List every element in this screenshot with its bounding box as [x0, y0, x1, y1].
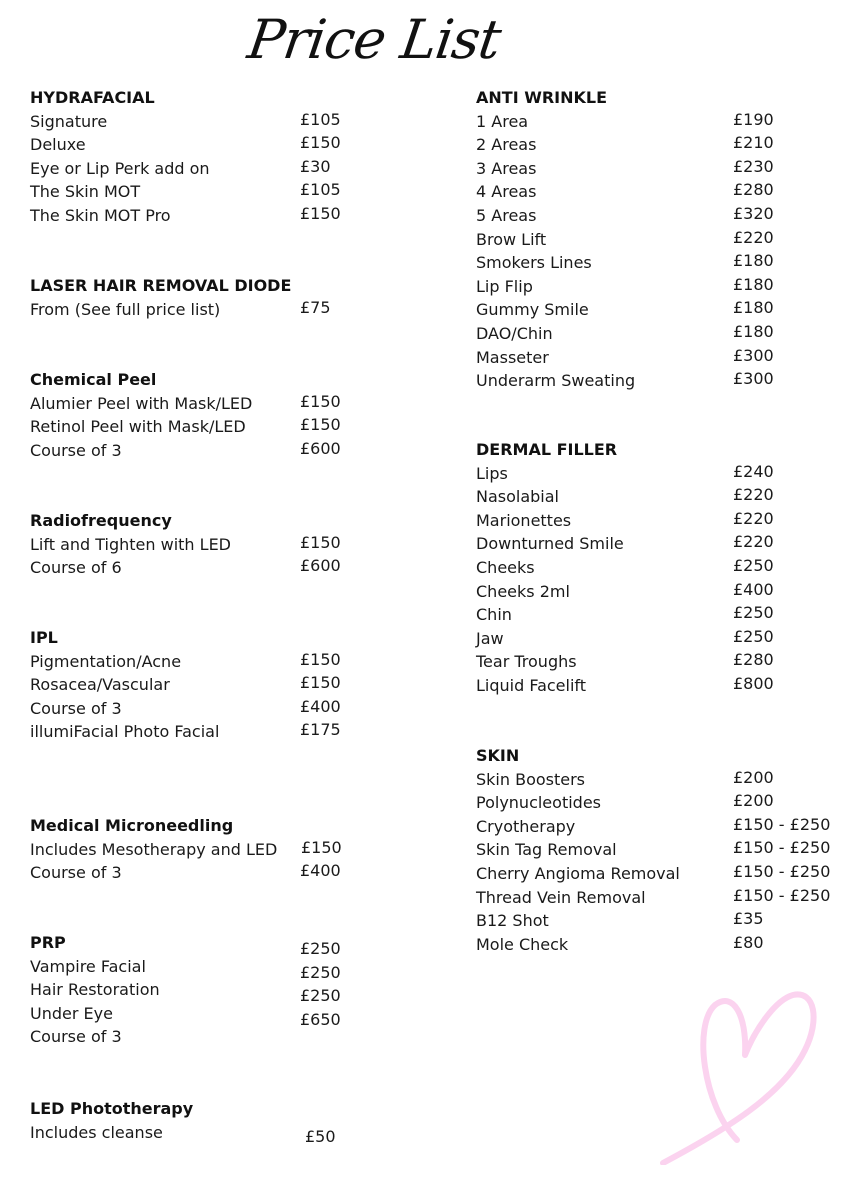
item-price: £150: [300, 133, 341, 153]
item-name: Rosacea/Vascular: [30, 675, 170, 695]
section-laser-hair-removal: [30, 274, 360, 321]
item-name: Brow Lift: [476, 229, 547, 249]
item-name: Cherry Angioma Removal: [476, 863, 680, 883]
item-price: £80: [733, 932, 764, 952]
list-item: [476, 346, 836, 370]
list-item: [476, 228, 836, 252]
list-item: [476, 815, 836, 839]
item-name: 4 Areas: [476, 182, 537, 202]
item-price: £250: [300, 986, 341, 1006]
list-item: [476, 791, 836, 815]
item-name: The Skin MOT Pro: [30, 205, 171, 225]
item-name: Course of 3: [30, 1027, 122, 1047]
section-heading: Chemical Peel: [30, 370, 157, 389]
list-item: [30, 720, 360, 744]
item-price: £400: [733, 579, 774, 599]
item-name: Skin Tag Removal: [476, 840, 617, 860]
item-price: £250: [300, 962, 341, 982]
item-name: Polynucleotides: [476, 793, 601, 813]
item-price: £300: [733, 369, 774, 389]
item-price: £220: [733, 508, 774, 528]
section-hydrafacial: [30, 86, 360, 228]
item-name: Course of 3: [30, 440, 122, 460]
list-item: [476, 862, 836, 886]
section-radiofrequency: [30, 509, 360, 580]
item-name: Course of 3: [30, 698, 122, 718]
item-price: £600: [300, 438, 341, 458]
item-price: £150 - £250: [733, 885, 831, 905]
item-price: £180: [733, 274, 774, 294]
section-heading: SKIN: [476, 746, 520, 765]
item-name: Eye or Lip Perk add on: [30, 158, 210, 178]
list-item: [476, 909, 836, 933]
item-price: £105: [300, 180, 341, 200]
list-item: [476, 556, 836, 580]
list-item: [30, 133, 360, 157]
item-name: B12 Shot: [476, 911, 549, 931]
item-price: £150: [300, 203, 341, 223]
section-heading: Radiofrequency: [30, 511, 172, 530]
list-item: [30, 415, 360, 439]
item-price: £200: [733, 791, 774, 811]
item-price: £30: [300, 156, 331, 176]
item-price: £210: [733, 133, 774, 153]
section-heading: LED Phototherapy: [30, 1099, 194, 1118]
list-item: [30, 556, 360, 580]
list-item: [476, 275, 836, 299]
list-item: [30, 180, 360, 204]
item-price: £220: [733, 532, 774, 552]
list-item: [476, 509, 836, 533]
section-medical-microneedling: [30, 814, 360, 885]
item-name: Includes cleanse: [30, 1122, 163, 1142]
item-price: £35: [733, 909, 764, 929]
item-price: £230: [733, 156, 774, 176]
item-name: 2 Areas: [476, 135, 537, 155]
item-name: Cryotherapy: [476, 816, 576, 836]
item-price: £150: [300, 673, 341, 693]
item-name: Gummy Smile: [476, 300, 589, 320]
list-item: [30, 1121, 360, 1145]
item-name: Course of 3: [30, 863, 122, 883]
item-name: Underarm Sweating: [476, 371, 636, 391]
item-name: illumiFacial Photo Facial: [30, 722, 220, 742]
item-price: £400: [300, 861, 341, 881]
list-item: [30, 298, 360, 322]
item-name: Lips: [476, 463, 508, 483]
item-name: Marionettes: [476, 510, 572, 530]
list-item: [476, 532, 836, 556]
item-name: Signature: [30, 111, 108, 131]
list-item: [30, 673, 360, 697]
item-price: £800: [733, 673, 774, 693]
item-price: £190: [733, 109, 774, 129]
section-heading: HYDRAFACIAL: [30, 88, 155, 107]
section-heading: PRP: [30, 933, 66, 952]
item-name: Alumier Peel with Mask/LED: [30, 393, 253, 413]
section-skin: [476, 744, 836, 956]
item-price: £105: [300, 109, 341, 129]
item-price: £220: [733, 485, 774, 505]
item-name: Liquid Facelift: [476, 675, 587, 695]
item-name: From (See full price list): [30, 299, 221, 319]
list-item: [476, 768, 836, 792]
item-price: £400: [300, 696, 341, 716]
item-name: Mole Check: [476, 934, 569, 954]
item-name: Lift and Tighten with LED: [30, 534, 231, 554]
list-item: [30, 110, 360, 134]
item-price: £320: [733, 203, 774, 223]
section-dermal-filler: [476, 438, 836, 698]
item-price: £250: [300, 939, 341, 958]
item-name: Thread Vein Removal: [476, 887, 646, 907]
item-price: £600: [300, 556, 341, 576]
item-price: £150: [300, 415, 341, 435]
list-item: [476, 838, 836, 862]
item-price: £240: [733, 461, 774, 481]
item-name: Tear Troughs: [476, 652, 577, 672]
item-price: £200: [733, 767, 774, 787]
list-item: [476, 580, 836, 604]
list-item: [30, 861, 360, 885]
list-item: [476, 157, 836, 181]
item-name: Deluxe: [30, 135, 86, 155]
list-item: [476, 485, 836, 509]
item-name: Course of 6: [30, 558, 122, 578]
item-name: Downturned Smile: [476, 534, 624, 554]
list-item: [476, 933, 836, 957]
list-item: [476, 603, 836, 627]
item-name: Nasolabial: [476, 487, 559, 507]
item-price: £150: [300, 532, 341, 552]
list-item: [476, 674, 836, 698]
item-name: Hair Restoration: [30, 980, 160, 1000]
item-name: Skin Boosters: [476, 769, 586, 789]
item-price: £250: [733, 555, 774, 575]
list-item: [476, 251, 836, 275]
list-item: [476, 369, 836, 393]
item-price: £150 - £250: [733, 814, 831, 834]
section-heading: Medical Microneedling: [30, 816, 234, 835]
item-name: Under Eye: [30, 1003, 113, 1023]
list-item: [476, 204, 836, 228]
list-item: [30, 157, 360, 181]
list-item: [476, 462, 836, 486]
list-item: [30, 392, 360, 416]
list-item: [30, 439, 360, 463]
item-price: £150: [300, 391, 341, 411]
item-name: The Skin MOT: [30, 182, 141, 202]
list-item: [476, 650, 836, 674]
list-item: [30, 533, 360, 557]
item-price: £150: [300, 649, 341, 669]
item-name: Cheeks: [476, 557, 535, 577]
heart-icon: [655, 985, 825, 1165]
section-anti-wrinkle: [476, 86, 836, 393]
item-price: £175: [300, 720, 341, 740]
section-chemical-peel: [30, 368, 360, 462]
item-name: Includes Mesotherapy and LED: [30, 839, 278, 859]
item-price: £150: [301, 837, 342, 857]
item-price: £220: [733, 227, 774, 247]
item-name: Jaw: [476, 628, 504, 648]
item-name: 3 Areas: [476, 158, 537, 178]
item-name: Smokers Lines: [476, 253, 592, 273]
item-price: £50: [305, 1126, 336, 1146]
item-name: DAO/Chin: [476, 323, 553, 343]
item-price: £180: [733, 298, 774, 318]
item-price: £75: [300, 297, 331, 317]
item-price: £650: [300, 1009, 341, 1029]
item-name: Masseter: [476, 347, 549, 367]
section-heading: DERMAL FILLER: [476, 440, 618, 459]
section-heading: LASER HAIR REMOVAL DIODE: [30, 276, 292, 295]
item-name: 5 Areas: [476, 205, 537, 225]
list-item: [476, 627, 836, 651]
item-price: £180: [733, 321, 774, 341]
item-price: £150 - £250: [733, 838, 831, 858]
list-item: [476, 110, 836, 134]
item-name: Chin: [476, 605, 512, 625]
list-item: [476, 133, 836, 157]
page-title: Price List: [244, 8, 505, 71]
item-name: Cheeks 2ml: [476, 581, 570, 601]
list-item: [30, 697, 360, 721]
item-name: Vampire Facial: [30, 956, 146, 976]
item-price: £280: [733, 180, 774, 200]
list-item: [30, 650, 360, 674]
list-item: [30, 838, 360, 862]
section-ipl: [30, 626, 360, 744]
item-price: £300: [733, 345, 774, 365]
item-name: 1 Area: [476, 111, 529, 131]
list-item: [476, 886, 836, 910]
list-item: [476, 298, 836, 322]
section-heading: IPL: [30, 628, 58, 647]
list-item: [476, 322, 836, 346]
section-led-phototherapy: [30, 1097, 360, 1144]
item-name: Lip Flip: [476, 276, 533, 296]
item-name: Retinol Peel with Mask/LED: [30, 417, 246, 437]
list-item: [30, 204, 360, 228]
item-price: £180: [733, 251, 774, 271]
item-price: £250: [733, 603, 774, 623]
item-name: Pigmentation/Acne: [30, 651, 182, 671]
section-heading: ANTI WRINKLE: [476, 88, 608, 107]
item-price: £280: [733, 650, 774, 670]
list-item: [476, 180, 836, 204]
item-price: £250: [733, 626, 774, 646]
item-price: £150 - £250: [733, 861, 831, 881]
